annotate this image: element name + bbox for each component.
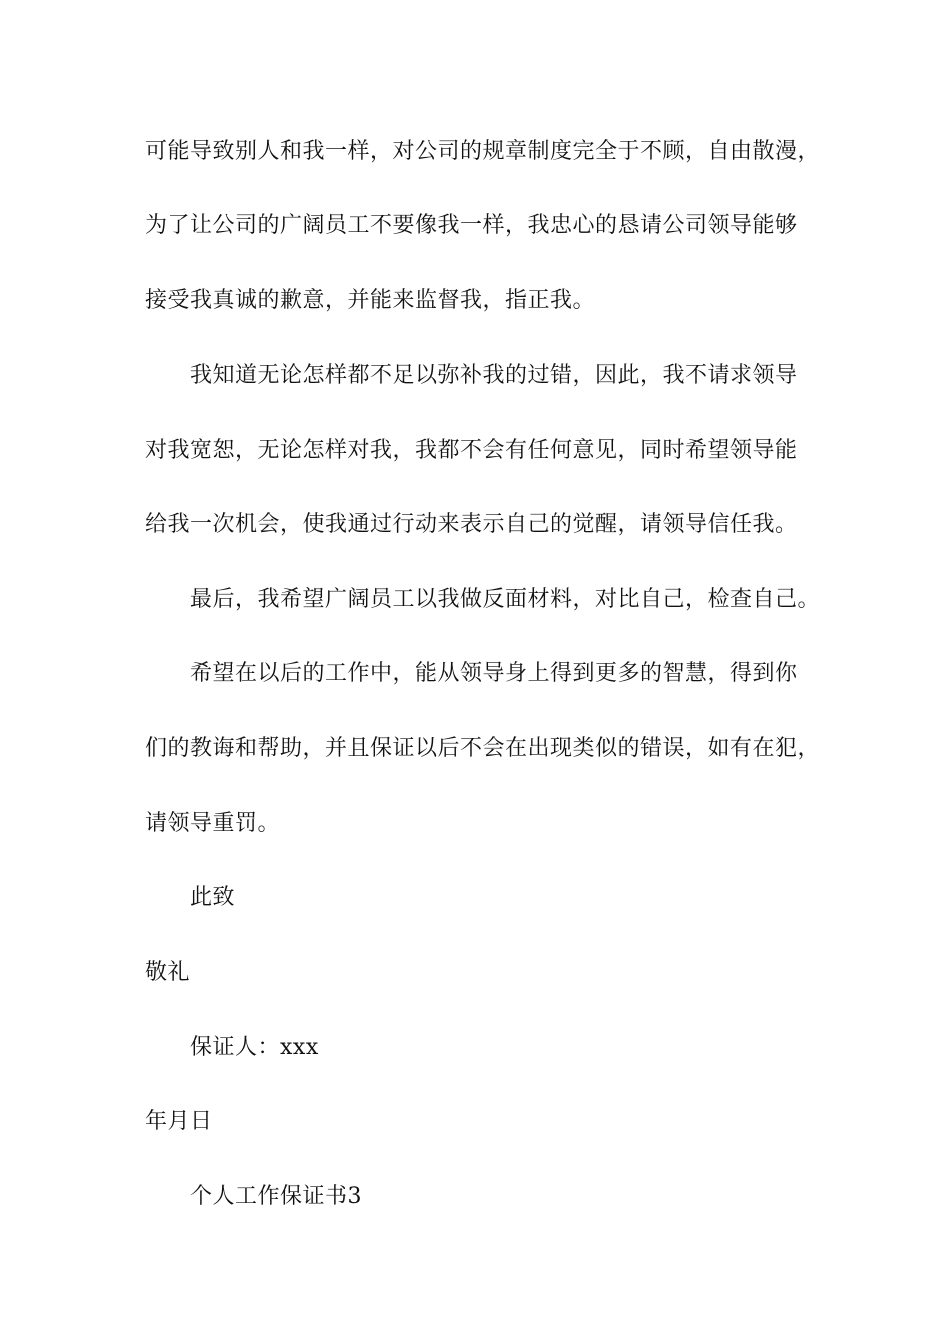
closing-salutation: 此致 — [190, 885, 236, 910]
paragraph-start-line: 最后，我希望广阔员工以我做反面材料，对比自己，检查自己。 — [190, 587, 821, 612]
body-text-line: 对我宽恕，无论怎样对我，我都不会有任何意见，同时希望领导能 — [145, 438, 798, 463]
body-text-line: 给我一次机会，使我通过行动来表示自己的觉醒，请领导信任我。 — [145, 512, 798, 537]
body-text-line: 们的教诲和帮助，并且保证以后不会在出现类似的错误，如有在犯， — [145, 736, 821, 761]
body-text-line: 可能导致别人和我一样，对公司的规章制度完全于不顾，自由散漫， — [145, 139, 821, 164]
closing-regards: 敬礼 — [145, 960, 191, 985]
body-text-line: 接受我真诚的歉意，并能来监督我，指正我。 — [145, 288, 596, 313]
body-text-line: 请领导重罚。 — [145, 811, 281, 836]
paragraph-start-line: 我知道无论怎样都不足以弥补我的过错，因此，我不请求领导 — [190, 363, 798, 388]
guarantor-signature: 保证人：xxx — [190, 1035, 319, 1060]
date-line: 年月日 — [145, 1109, 213, 1134]
body-text-line: 为了让公司的广阔员工不要像我一样，我忠心的恳请公司领导能够 — [145, 213, 798, 238]
section-heading: 个人工作保证书3 — [190, 1184, 362, 1209]
paragraph-start-line: 希望在以后的工作中，能从领导身上得到更多的智慧，得到你 — [190, 661, 798, 686]
